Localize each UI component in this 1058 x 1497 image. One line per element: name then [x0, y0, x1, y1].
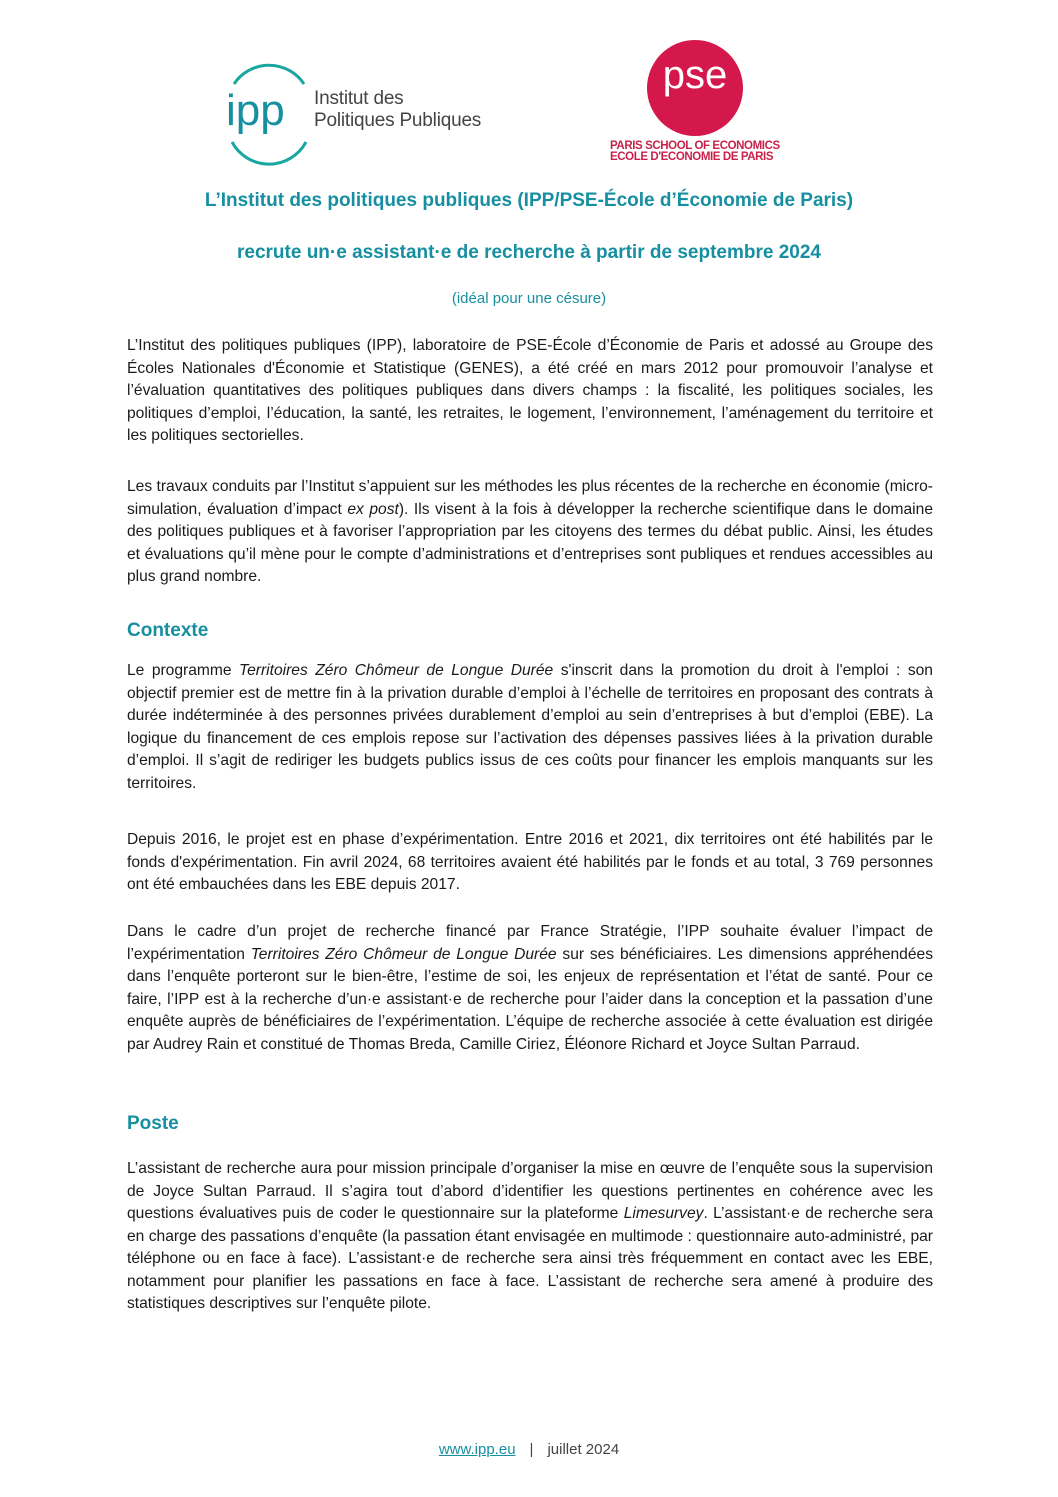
- ipp-website-link[interactable]: www.ipp.eu: [438, 1441, 516, 1458]
- section-heading-poste: Poste: [127, 1113, 179, 1134]
- intro-paragraph-2: Les travaux conduits par l’Institut s’appuient sur les méthodes les plus récentes de la recherche en économie (micro-simulation, évaluation d’impact ex post). Ils visent à la fois à développer la recherche scientifique dans le domaine des politiques publiques et à favoriser l’appropriation par les citoyens des termes du débat public. Ainsi, les études et évaluations qu’il mène pour le compte d’administrations et d’entreprises sont publiques et rendues accessibles au plus grand nombre.: [127, 478, 933, 585]
- contexte-paragraph-1: Le programme Territoires Zéro Chômeur de Longue Durée s'inscrit dans la promotion du droit à l'emploi : son objectif premier est de mettre fin à la privation durable d’emploi à l’échelle de territoires en proposant des contrats à durée indéterminée à des personnes privées durablement d’emploi au sein d’entreprises à but d’emploi (EBE). La logique du financement de ces emplois repose sur l’activation des dépenses passives liées à la privation durable d’emploi. Il s’agit de rediriger les budgets publics issus de ces coûts pour financer les emplois manquants sur les territoires.: [127, 662, 933, 792]
- ipp-logo: [222, 62, 497, 166]
- subtitle: (idéal pour une césure): [451, 290, 607, 307]
- ipp-circle-icon: [222, 62, 312, 166]
- contexte-paragraph-3: Dans le cadre d’un projet de recherche financé par France Stratégie, l’IPP souhaite évaluer l’impact de l’expérimentation Territoires Zéro Chômeur de Longue Durée sur ses bénéficiaires. Les dimensions appréhendées dans l’enquête porteront sur le bien-être, l’estime de soi, les enjeux de représentation et l’état de santé. Pour ce faire, l’IPP est à la recherche d’un·e assistant·e de recherche pour l’aider dans la conception et la passation d’une enquête auprès de bénéficiaires de l’expérimentation. L’équipe de recherche associée à cette évaluation est dirigée par Audrey Rain et constitué de Thomas Breda, Camille Ciriez, Éléonore Richard et Joyce Sultan Parraud.: [127, 923, 933, 1053]
- ipp-letters: ipp: [226, 86, 285, 135]
- ipp-institute-name: Institut des Politiques Publiques: [314, 88, 482, 131]
- page-footer: [0, 1441, 1058, 1458]
- title-line-2: recrute un·e assistant·e de recherche à partir de septembre 2024: [237, 242, 821, 263]
- pse-name-english: PARIS SCHOOL OF ECONOMICS: [610, 140, 780, 152]
- pse-name-french: ECOLE D'ECONOMIE DE PARIS: [610, 151, 774, 163]
- intro-paragraph-1: L’Institut des politiques publiques (IPP), laboratoire de PSE-École d’Économie de Paris et adossé au Groupe des Écoles Nationales d'Économie et Statistique (GENES), a été créé en mars 2012 pour promouvoir l’analyse et l’évaluation quantitatives des politiques publiques dans divers champs : la fiscalité, les politiques sociales, les politiques d’emploi, l’éducation, la santé, les retraites, le logement, l’environnement, l’aménagement du territoire et les politiques sectorielles.: [127, 337, 933, 444]
- section-heading-contexte: Contexte: [127, 620, 209, 641]
- pse-circle-icon: [645, 38, 745, 138]
- title-line-1: L’Institut des politiques publiques (IPP/PSE-École d’Économie de Paris): [204, 190, 854, 211]
- footer-date: juillet 2024: [547, 1441, 620, 1458]
- contexte-paragraph-2: Depuis 2016, le projet est en phase d’expérimentation. Entre 2016 et 2021, dix territoires ont été habilités par le fonds d'expérimentation. Fin avril 2024, 68 territoires avaient été habilités par le fonds et au total, 3 769 personnes ont été embauchées dans les EBE depuis 2017.: [127, 831, 933, 893]
- footer-separator: |: [529, 1441, 534, 1458]
- pse-logo: [606, 38, 791, 166]
- pse-letters: pse: [662, 53, 728, 97]
- poste-paragraph-1: L’assistant de recherche aura pour mission principale d’organiser la mise en œuvre de l’enquête sous la supervision de Joyce Sultan Parraud. Il s’agira tout d’abord d’identifier les questions pertinentes en cohérence avec les questions évaluatives puis de coder le questionnaire sur la plateforme Limesurvey. L’assistant·e de recherche sera en charge des passations d’enquête (la passation étant envisagée en multimode : questionnaire auto-administré, par téléphone ou en face à face). L’assistant·e de recherche sera ainsi très fréquemment en contact avec les EBE, notamment pour planifier les passations en face à face. L’assistant de recherche sera amené à produire des statistiques descriptives sur l’enquête pilote.: [127, 1160, 933, 1312]
